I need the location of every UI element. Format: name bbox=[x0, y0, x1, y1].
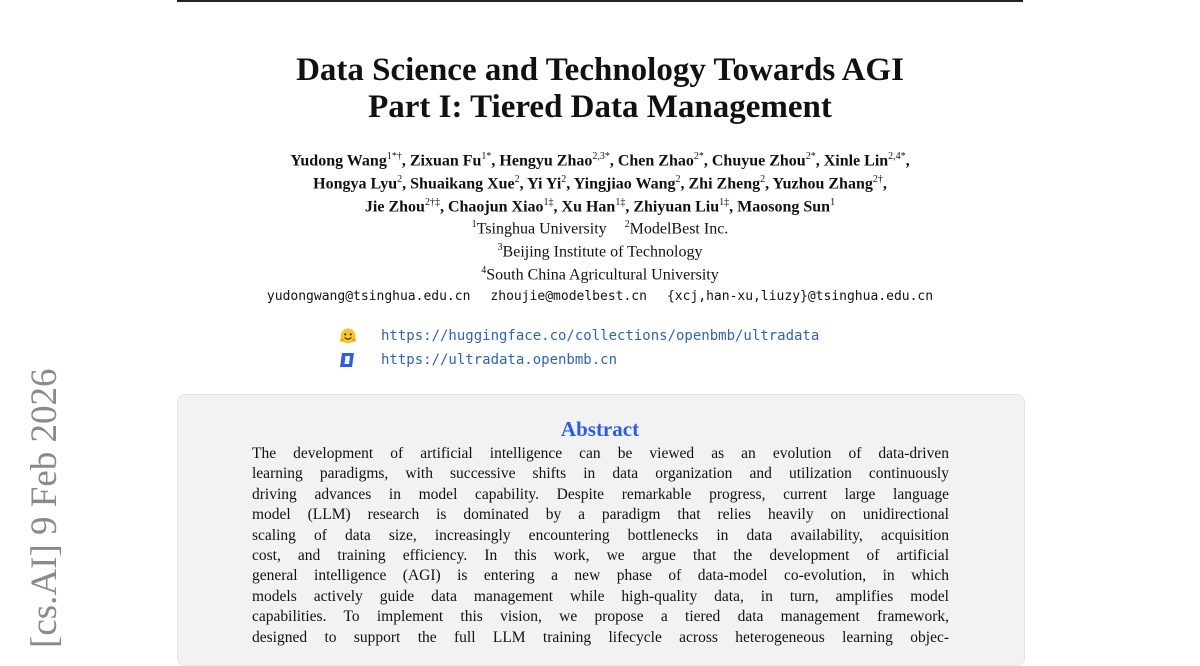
top-rule bbox=[177, 0, 1023, 2]
author-affiliation-marker: 1*† bbox=[386, 151, 402, 162]
author-separator: , bbox=[566, 175, 574, 193]
author-name: Zhi Zheng bbox=[688, 175, 761, 193]
author-affiliation-marker: 2 bbox=[514, 174, 520, 185]
author-name: Shuaikang Xue bbox=[410, 175, 515, 193]
author-affiliation-marker: 2†‡ bbox=[424, 197, 440, 208]
abstract-body bbox=[252, 444, 949, 648]
email-link[interactable]: {xcj,han-xu,liuzy}@tsinghua.edu.cn bbox=[666, 289, 934, 304]
author-name: Hengyu Zhao bbox=[499, 152, 593, 170]
author-line-3 bbox=[0, 198, 1200, 215]
paper-title-line-2: Part I: Tiered Data Management bbox=[368, 89, 832, 125]
author-name: Chaojun Xiao bbox=[447, 198, 544, 216]
abstract-line: model (LLM) research is dominated by a paradigm that relies heavily on unidirectional bbox=[252, 506, 949, 524]
email-line bbox=[0, 290, 1200, 303]
author-name: Zixuan Fu bbox=[409, 152, 482, 170]
author-name: Xinle Lin bbox=[823, 152, 889, 170]
author-affiliation-marker: 1‡ bbox=[719, 197, 730, 208]
author-name: Xu Han bbox=[561, 198, 616, 216]
author-separator: , bbox=[519, 175, 528, 193]
abstract-line: designed to support the full LLM training lifecycle across heterogeneous learning objec- bbox=[252, 628, 949, 646]
author-affiliation-marker: 2,4* bbox=[888, 151, 906, 162]
abstract-line: cost, and training efficiency. In this work, we argue that the development of artificial bbox=[252, 547, 949, 565]
author-name: Hongya Lyu bbox=[313, 175, 398, 193]
author-affiliation-marker: 2 bbox=[760, 174, 766, 185]
email-link[interactable]: zhoujie@modelbest.cn bbox=[490, 289, 647, 304]
huggingface-link-row[interactable] bbox=[339, 327, 819, 345]
arxiv-stamp: [cs.AI] 9 Feb 2026 bbox=[24, 368, 65, 648]
author-affiliation-marker: 2† bbox=[872, 174, 883, 185]
author-separator: , bbox=[553, 198, 562, 216]
author-separator: , bbox=[491, 152, 500, 170]
abstract-line: general intelligence (AGI) is entering a new phase of data-model co-evolution, in which bbox=[252, 567, 949, 585]
author-name: Yudong Wang bbox=[290, 152, 387, 170]
affiliation-scau: South China Agricultural University bbox=[486, 266, 719, 284]
author-affiliation-marker: 2,3* bbox=[592, 151, 610, 162]
author-affiliation-marker: 1 bbox=[830, 197, 836, 208]
affiliation-line-1 bbox=[0, 220, 1200, 237]
abstract-line: capabilities. To implement this vision, we propose a tiered data management framework, bbox=[252, 608, 949, 626]
author-separator: , bbox=[815, 152, 824, 170]
author-name: Yuzhou Zhang bbox=[772, 175, 873, 193]
ultradata-link-row[interactable] bbox=[339, 351, 617, 369]
author-separator: , bbox=[680, 175, 689, 193]
abstract-line: The development of artificial intelligence can be viewed as an evolution of data-driven bbox=[252, 445, 949, 462]
author-affiliation-marker: 1‡ bbox=[615, 197, 626, 208]
affiliation-marker: 2 bbox=[624, 219, 630, 230]
author-affiliation-marker: 2* bbox=[805, 151, 816, 162]
affiliation-bit: Beijing Institute of Technology bbox=[502, 243, 703, 261]
affiliation-line-3 bbox=[0, 266, 1200, 283]
author-affiliation-marker: 2* bbox=[693, 151, 704, 162]
affiliation-marker: 1 bbox=[471, 219, 477, 230]
author-separator: , bbox=[439, 198, 448, 216]
affiliation-line-2 bbox=[0, 243, 1200, 260]
abstract-line: models actively guide data management while high-quality data, in turn, amplifies model bbox=[252, 587, 949, 605]
author-name: Yi Yi bbox=[527, 175, 562, 193]
author-separator: , bbox=[402, 175, 411, 193]
paper-title-line-1: Data Science and Technology Towards AGI bbox=[296, 52, 904, 88]
author-name: Chuyue Zhou bbox=[711, 152, 806, 170]
abstract-line: learning paradigms, with successive shifts in data organization and utilization continuously bbox=[252, 465, 949, 483]
abstract-heading: Abstract bbox=[560, 417, 640, 441]
author-name: Maosong Sun bbox=[737, 198, 831, 216]
abstract-line: scaling of data size, increasingly encountering bottlenecks in data availability, acquisition bbox=[252, 526, 949, 544]
author-separator: , bbox=[401, 152, 410, 170]
author-separator: , bbox=[905, 152, 910, 170]
author-name: Jie Zhou bbox=[364, 198, 425, 216]
author-affiliation-marker: 2 bbox=[675, 174, 681, 185]
author-name: Yingjiao Wang bbox=[573, 175, 676, 193]
huggingface-icon bbox=[339, 327, 357, 345]
author-affiliation-marker: 1* bbox=[481, 151, 492, 162]
abstract-line: driving advances in model capability. Despite remarkable progress, current large language bbox=[252, 485, 949, 503]
ultradata-url[interactable]: https://ultradata.openbmb.cn bbox=[381, 352, 618, 368]
author-separator: , bbox=[765, 175, 773, 193]
author-separator: , bbox=[609, 152, 618, 170]
huggingface-url[interactable]: https://huggingface.co/collections/openbmb/ultradata bbox=[381, 328, 820, 344]
affiliation-modelbest: ModelBest Inc. bbox=[629, 220, 729, 238]
author-separator: , bbox=[625, 198, 634, 216]
author-separator: , bbox=[729, 198, 738, 216]
author-separator: , bbox=[703, 152, 712, 170]
affiliation-marker: 3 bbox=[497, 242, 503, 253]
author-name: Zhiyuan Liu bbox=[633, 198, 720, 216]
ultradata-logo-icon bbox=[339, 351, 357, 369]
author-line-1 bbox=[0, 152, 1200, 169]
affiliation-tsinghua: Tsinghua University bbox=[476, 220, 607, 238]
author-name: Chen Zhao bbox=[617, 152, 694, 170]
email-link[interactable]: yudongwang@tsinghua.edu.cn bbox=[266, 289, 471, 304]
author-separator: , bbox=[882, 175, 887, 193]
author-affiliation-marker: 2 bbox=[397, 174, 403, 185]
author-affiliation-marker: 2 bbox=[561, 174, 567, 185]
author-affiliation-marker: 1‡ bbox=[543, 197, 554, 208]
author-line-2 bbox=[0, 175, 1200, 192]
affiliation-marker: 4 bbox=[481, 265, 487, 276]
